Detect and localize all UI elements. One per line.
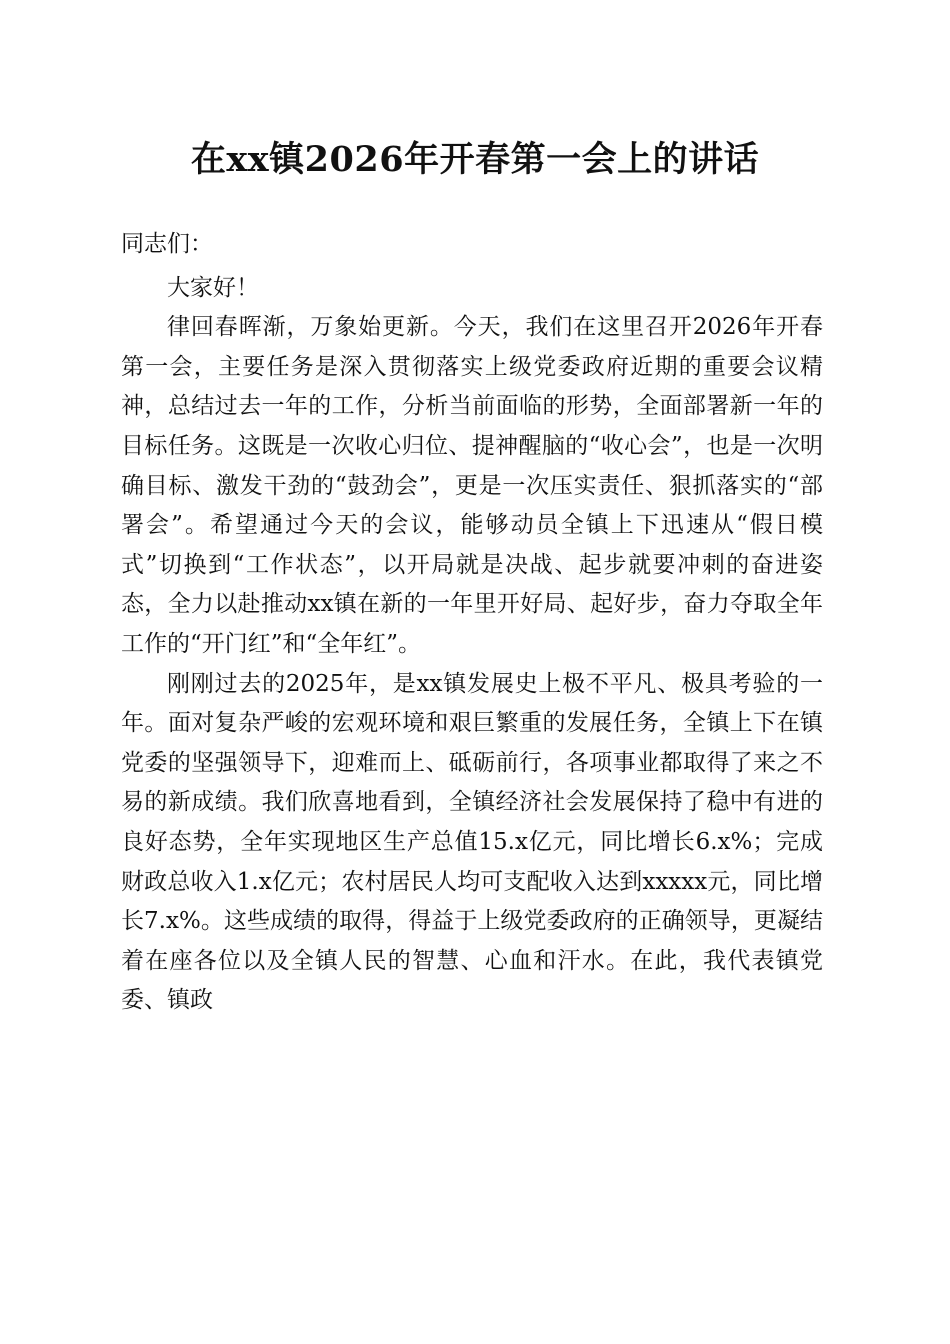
document-title: 在xx镇2026年开春第一会上的讲话 <box>190 139 760 180</box>
salutation: 同志们： <box>121 231 213 257</box>
paragraph-2: 刚刚过去的2025年，是xx镇发展史上极不平凡、极具考验的一年。面对复杂严峻的宏观环境和艰巨繁重的发展任务，全镇上下在镇党委的坚强领导下，迎难而上、砥砺前行，各项事业都取得了来之不易的新成绩。我们欣喜地看到，全镇经济社会发展保持了稳中有进的良好态势，全年实现地区生产总值15.x亿元，同比增长6.x%；完成财政总收入1.x亿元；农村居民人均可支配收入达到xxxxx元，同比增长7.x%。这些成绩的取得，得益于上级党委政府的正确领导，更凝结着在座各位以及全镇人民的智慧、心血和汗水。在此，我代表镇党委、镇政 <box>121 670 823 1014</box>
greeting: 大家好！ <box>167 274 259 301</box>
document-body <box>121 225 823 1021</box>
paragraph-1: 律回春晖渐，万象始更新。今天，我们在这里召开2026年开春第一会，主要任务是深入贯彻落实上级党委政府近期的重要会议精神，总结过去一年的工作，分析当前面临的形势，全面部署新一年的目标任务。这既是一次收心归位、提神醒脑的“收心会”，也是一次明确目标、激发干劲的“鼓劲会”，更是一次压实责任、狠抓落实的“部署会”。希望通过今天的会议，能够动员全镇上下迅速从“假日模式”切换到“工作状态”，以开局就是决战、起步就要冲刺的奋进姿态，全力以赴推动xx镇在新的一年里开好局、起好步，奋力夺取全年工作的“开门红”和“全年红”。 <box>121 314 823 657</box>
